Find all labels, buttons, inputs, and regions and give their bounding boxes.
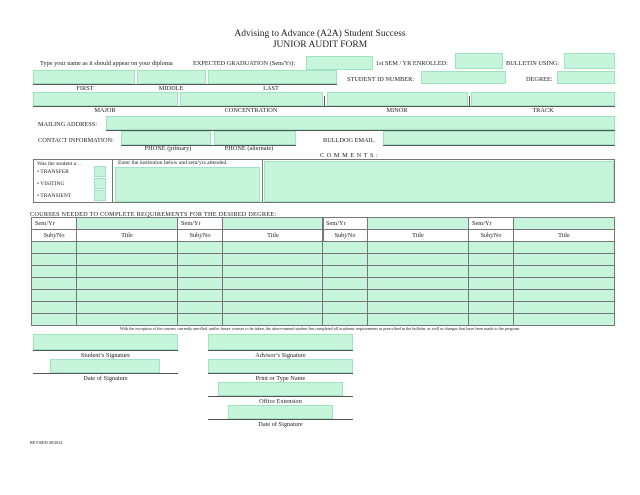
phone-primary-field[interactable] xyxy=(121,131,211,145)
title-cell[interactable] xyxy=(514,302,615,314)
track-field[interactable] xyxy=(471,92,615,106)
student-signature-label: Student’s Signature xyxy=(80,352,131,359)
subj-no-cell[interactable] xyxy=(32,266,77,278)
title-header: Title xyxy=(77,230,178,242)
minor-field[interactable] xyxy=(327,92,468,106)
student-id-label: STUDENT ID NUMBER: xyxy=(347,76,415,83)
concentration-label: CONCENTRATION xyxy=(224,107,278,114)
signature-line xyxy=(33,350,178,351)
subj-no-cell[interactable] xyxy=(323,314,368,326)
phone-alternate-field[interactable] xyxy=(214,131,296,145)
subj-no-cell[interactable] xyxy=(469,242,514,254)
sem-yr-field[interactable] xyxy=(223,218,324,230)
first-name-field[interactable] xyxy=(33,70,135,84)
advisor-date-field[interactable] xyxy=(228,405,333,419)
institution-instruction: Enter the institution below and sem/yrs attended. xyxy=(118,160,228,166)
office-extension-field[interactable] xyxy=(218,382,343,396)
title-cell[interactable] xyxy=(514,278,615,290)
subj-no-cell[interactable] xyxy=(32,254,77,266)
form-subtitle: JUNIOR AUDIT FORM xyxy=(272,40,368,50)
subj-no-header: Subj/No xyxy=(32,230,77,242)
title-cell[interactable] xyxy=(223,266,324,278)
student-date-label: Date of Signature xyxy=(83,375,128,382)
contact-information-label: CONTACT INFORMATION: xyxy=(38,137,114,144)
middle-name-field[interactable] xyxy=(137,70,206,84)
title-cell[interactable] xyxy=(368,242,469,254)
transient-label: TRANSIENT xyxy=(40,193,72,199)
was-student-label: Was the student a . . xyxy=(37,161,82,167)
subj-no-cell[interactable] xyxy=(178,290,223,302)
subj-no-cell[interactable] xyxy=(323,302,368,314)
comments-label: C O M M E N T S : xyxy=(320,152,379,159)
title-cell[interactable] xyxy=(77,254,178,266)
sem-yr-field[interactable] xyxy=(514,218,615,230)
title-cell[interactable] xyxy=(514,266,615,278)
title-cell[interactable] xyxy=(223,278,324,290)
sem-yr-field[interactable] xyxy=(77,218,178,230)
name-instruction: Type your name as it should appear on your diploma xyxy=(40,60,173,67)
subj-no-cell[interactable] xyxy=(178,254,223,266)
title-cell[interactable] xyxy=(368,278,469,290)
subj-no-cell[interactable] xyxy=(469,266,514,278)
title-cell[interactable] xyxy=(77,302,178,314)
signature-line xyxy=(208,350,353,351)
email-underline xyxy=(383,145,615,146)
box-divider xyxy=(262,159,263,203)
title-cell[interactable] xyxy=(368,266,469,278)
course-block xyxy=(177,217,324,326)
transient-option: • TRANSIENT xyxy=(37,193,72,199)
subj-no-cell[interactable] xyxy=(469,290,514,302)
title-cell[interactable] xyxy=(514,242,615,254)
title-cell[interactable] xyxy=(368,314,469,326)
bulletin-using-label: BULLETIN USING: xyxy=(506,60,560,67)
expected-graduation-field[interactable] xyxy=(306,56,373,70)
title-cell[interactable] xyxy=(77,242,178,254)
courses-heading: COURSES NEEDED TO COMPLETE REQUIREMENTS FOR THE DESIRED DEGREE: xyxy=(30,211,277,218)
office-extension-label: Office Extension xyxy=(259,398,302,405)
form-title: Advising to Advance (A2A) Student Success xyxy=(234,29,406,39)
expected-graduation-label: EXPECTED GRADUATION (Sem/Yr): xyxy=(193,60,296,67)
subj-no-cell[interactable] xyxy=(469,314,514,326)
bulldog-email-field[interactable] xyxy=(383,131,615,145)
student-signature-field[interactable] xyxy=(33,334,178,350)
phone-alternate-label: PHONE (alternate) xyxy=(224,145,274,152)
program-divider xyxy=(469,96,470,106)
middle-label: MIDDLE xyxy=(158,85,184,92)
transfer-checkbox[interactable] xyxy=(94,166,106,177)
box-divider xyxy=(112,159,113,203)
course-block xyxy=(322,217,469,326)
course-block xyxy=(31,217,178,326)
title-cell[interactable] xyxy=(77,266,178,278)
print-name-field[interactable] xyxy=(208,359,353,373)
subj-no-cell[interactable] xyxy=(469,254,514,266)
student-date-field[interactable] xyxy=(50,359,160,373)
first-label: FIRST xyxy=(76,85,94,92)
sem-yr-label: Sem/Yr xyxy=(32,218,77,230)
signature-line xyxy=(208,396,353,397)
bulldog-email-label: BULLDOG EMAIL xyxy=(323,137,375,144)
subj-no-cell[interactable] xyxy=(32,302,77,314)
title-cell[interactable] xyxy=(223,302,324,314)
title-cell[interactable] xyxy=(223,254,324,266)
last-label: LAST xyxy=(263,85,279,92)
subj-no-cell[interactable] xyxy=(178,266,223,278)
signature-line xyxy=(208,373,353,374)
course-block xyxy=(468,217,615,326)
title-cell[interactable] xyxy=(77,314,178,326)
title-cell[interactable] xyxy=(514,254,615,266)
advisor-date-label: Date of Signature xyxy=(258,421,303,428)
title-cell[interactable] xyxy=(223,242,324,254)
title-cell[interactable] xyxy=(368,302,469,314)
transfer-option: • TRANSFER xyxy=(37,169,69,175)
transient-checkbox[interactable] xyxy=(94,190,106,201)
subj-no-cell[interactable] xyxy=(178,278,223,290)
title-cell[interactable] xyxy=(223,290,324,302)
major-label: MAJOR xyxy=(94,107,116,114)
subj-no-cell[interactable] xyxy=(323,278,368,290)
subj-no-cell[interactable] xyxy=(178,314,223,326)
certification-statement: With the exception of the courses currently enrolled, and/or future courses to be taken, the above-named student has completed all academic requirements as prescribed in the bulletin, as well as changes that have been made to the program. xyxy=(119,326,521,331)
institution-field[interactable] xyxy=(115,167,260,202)
advisor-signature-label: Advisor’s Signature xyxy=(255,352,306,359)
visiting-label: VISITING xyxy=(40,181,65,187)
last-name-field[interactable] xyxy=(208,70,337,84)
advisor-signature-field[interactable] xyxy=(208,334,353,350)
signature-line xyxy=(208,419,353,420)
title-cell[interactable] xyxy=(77,278,178,290)
subj-no-header: Subj/No xyxy=(323,230,368,242)
concentration-field[interactable] xyxy=(180,92,323,106)
mailing-address-label: MAILING ADDRESS: xyxy=(38,121,97,128)
title-header: Title xyxy=(368,230,469,242)
subj-no-cell[interactable] xyxy=(32,314,77,326)
title-cell[interactable] xyxy=(223,314,324,326)
sem-yr-label: Sem/Yr xyxy=(178,218,223,230)
subj-no-cell[interactable] xyxy=(323,242,368,254)
title-cell[interactable] xyxy=(368,254,469,266)
subj-no-cell[interactable] xyxy=(178,242,223,254)
title-header: Title xyxy=(223,230,324,242)
comments-field[interactable] xyxy=(264,161,614,202)
subj-no-cell[interactable] xyxy=(469,302,514,314)
revised-date: REVISED 08/2024 xyxy=(30,440,63,445)
print-name-label: Print or Type Name xyxy=(255,375,306,382)
first-sem-enrolled-field[interactable] xyxy=(455,53,503,69)
title-cell[interactable] xyxy=(514,290,615,302)
major-field[interactable] xyxy=(33,92,178,106)
visiting-option: • VISITING xyxy=(37,181,65,187)
title-cell[interactable] xyxy=(514,314,615,326)
minor-label: MINOR xyxy=(386,107,408,114)
visiting-checkbox[interactable] xyxy=(94,178,106,189)
subj-no-cell[interactable] xyxy=(469,278,514,290)
bulletin-using-field[interactable] xyxy=(564,53,615,69)
subj-no-cell[interactable] xyxy=(32,242,77,254)
sem-yr-label: Sem/Yr xyxy=(323,218,368,230)
program-divider xyxy=(324,96,325,106)
sem-yr-field[interactable] xyxy=(368,218,469,230)
subj-no-cell[interactable] xyxy=(32,290,77,302)
subj-no-cell[interactable] xyxy=(323,290,368,302)
signature-line xyxy=(33,373,178,374)
subj-no-cell[interactable] xyxy=(323,254,368,266)
sem-yr-label: Sem/Yr xyxy=(469,218,514,230)
subj-no-cell[interactable] xyxy=(323,266,368,278)
degree-field[interactable] xyxy=(557,71,615,84)
subj-no-cell[interactable] xyxy=(178,302,223,314)
first-sem-enrolled-label: 1st SEM / YR ENROLLED: xyxy=(376,60,448,67)
track-label: TRACK xyxy=(532,107,554,114)
title-cell[interactable] xyxy=(77,290,178,302)
subj-no-header: Subj/No xyxy=(178,230,223,242)
title-header: Title xyxy=(514,230,615,242)
program-underline xyxy=(33,106,615,107)
transfer-label: TRANSFER xyxy=(40,169,69,175)
phone-primary-label: PHONE (primary) xyxy=(144,145,192,152)
mailing-address-field[interactable] xyxy=(106,116,615,130)
degree-label: DEGREE: xyxy=(526,76,553,83)
student-id-field[interactable] xyxy=(421,71,506,84)
title-cell[interactable] xyxy=(368,290,469,302)
subj-no-cell[interactable] xyxy=(32,278,77,290)
subj-no-header: Subj/No xyxy=(469,230,514,242)
